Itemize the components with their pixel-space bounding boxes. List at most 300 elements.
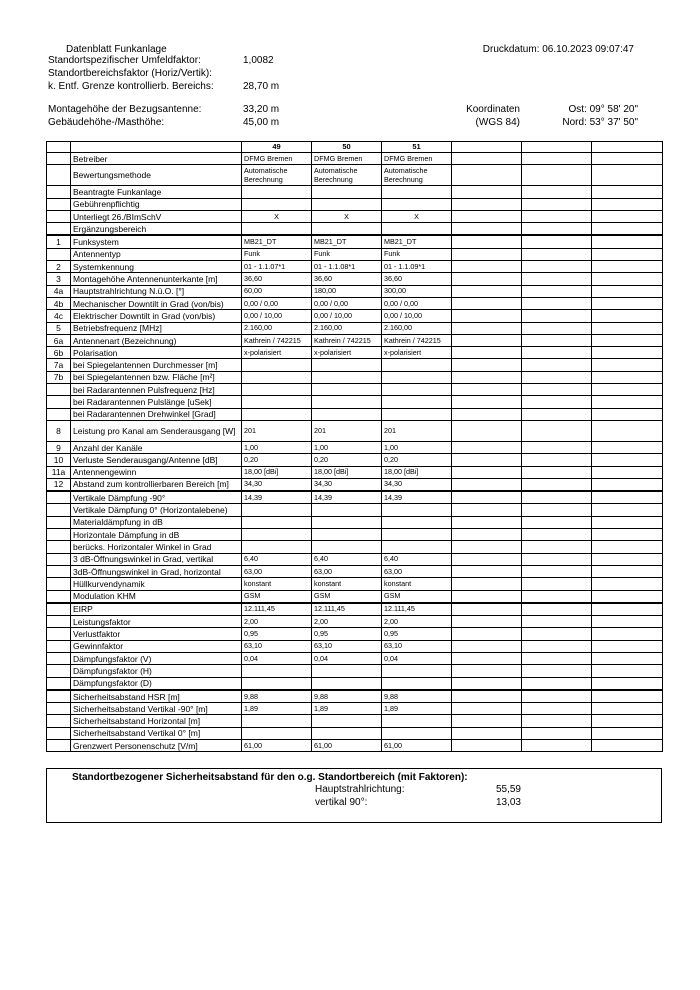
empty-cell xyxy=(592,285,663,297)
row-label: Funksystem xyxy=(71,235,242,248)
row-value: 0,04 xyxy=(242,652,312,664)
table-row xyxy=(47,740,663,752)
row-value: 0,00 / 0,00 xyxy=(242,297,312,309)
empty-cell xyxy=(522,665,592,677)
coords-east: Ost: 09° 58' 20" xyxy=(568,104,638,115)
row-value: 2,00 xyxy=(382,616,452,628)
empty-cell xyxy=(592,578,663,590)
table-row xyxy=(47,384,663,396)
row-value xyxy=(312,223,382,236)
row-number xyxy=(47,165,71,186)
empty-cell xyxy=(522,153,592,165)
empty-cell xyxy=(522,640,592,652)
empty-cell xyxy=(522,516,592,528)
column-header: 51 xyxy=(382,142,452,153)
empty-cell xyxy=(522,285,592,297)
row-value xyxy=(242,665,312,677)
row-number: 9 xyxy=(47,441,71,453)
table-row xyxy=(47,603,663,616)
table-row xyxy=(47,441,663,453)
column-header xyxy=(452,142,522,153)
row-number xyxy=(47,504,71,516)
row-number xyxy=(47,198,71,210)
empty-cell xyxy=(522,727,592,739)
row-value xyxy=(242,359,312,371)
row-value xyxy=(382,541,452,553)
empty-cell xyxy=(452,715,522,727)
empty-cell xyxy=(522,529,592,541)
coords-label: Koordinaten xyxy=(466,104,520,115)
row-label: Gebührenpflichtig xyxy=(71,198,242,210)
grenze-label: k. Entf. Grenze kontrollierb. Bereichs: xyxy=(48,81,214,92)
row-value xyxy=(382,408,452,420)
row-label: Beantragte Funkanlage xyxy=(71,186,242,198)
table-row xyxy=(47,529,663,541)
table-row xyxy=(47,261,663,273)
empty-cell xyxy=(452,565,522,577)
row-value xyxy=(382,504,452,516)
row-number xyxy=(47,408,71,420)
row-value: 0,95 xyxy=(312,628,382,640)
empty-cell xyxy=(522,420,592,441)
row-value: Funk xyxy=(312,248,382,260)
row-value xyxy=(312,198,382,210)
table-row xyxy=(47,310,663,322)
umfeldfaktor-value: 1,0082 xyxy=(243,55,274,66)
row-number xyxy=(47,578,71,590)
row-value: 2,00 xyxy=(242,616,312,628)
empty-cell xyxy=(452,727,522,739)
row-value: 0,04 xyxy=(382,652,452,664)
row-label: 3 dB-Öffnungswinkel in Grad, vertikal xyxy=(71,553,242,565)
empty-cell xyxy=(592,223,663,236)
antenna-data-table xyxy=(46,141,663,752)
empty-cell xyxy=(452,516,522,528)
empty-cell xyxy=(592,198,663,210)
empty-cell xyxy=(452,590,522,603)
row-label: Sicherheitsabstand Vertikal -90° [m] xyxy=(71,703,242,715)
table-row xyxy=(47,285,663,297)
row-value: 34,30 xyxy=(382,478,452,491)
row-number: 4a xyxy=(47,285,71,297)
table-row xyxy=(47,590,663,603)
row-value: 63,00 xyxy=(242,565,312,577)
row-value xyxy=(242,516,312,528)
row-label: Vertikale Dämpfung -90° xyxy=(71,491,242,504)
column-header xyxy=(522,142,592,153)
header-label-cell xyxy=(71,142,242,153)
row-value: 61,00 xyxy=(382,740,452,752)
row-value xyxy=(382,396,452,408)
row-value xyxy=(312,727,382,739)
empty-cell xyxy=(452,273,522,285)
empty-cell xyxy=(452,652,522,664)
row-value: 63,10 xyxy=(312,640,382,652)
row-label: Sicherheitsabstand Vertikal 0° [m] xyxy=(71,727,242,739)
row-value: 0,00 / 10,00 xyxy=(382,310,452,322)
empty-cell xyxy=(452,248,522,260)
empty-cell xyxy=(522,297,592,309)
empty-cell xyxy=(522,198,592,210)
row-label: Modulation KHM xyxy=(71,590,242,603)
empty-cell xyxy=(592,454,663,466)
empty-cell xyxy=(592,565,663,577)
row-number: 12 xyxy=(47,478,71,491)
empty-cell xyxy=(592,590,663,603)
table-row xyxy=(47,371,663,383)
montagehoehe-value: 33,20 m xyxy=(243,104,280,115)
table-row xyxy=(47,478,663,491)
row-value xyxy=(242,541,312,553)
row-value: 0,04 xyxy=(312,652,382,664)
empty-cell xyxy=(522,273,592,285)
empty-cell xyxy=(452,261,522,273)
empty-cell xyxy=(522,478,592,491)
table-row xyxy=(47,677,663,690)
empty-cell xyxy=(452,285,522,297)
row-label: Verlustfaktor xyxy=(71,628,242,640)
header-num-cell xyxy=(47,142,71,153)
empty-cell xyxy=(452,186,522,198)
row-value: 12.111,45 xyxy=(312,603,382,616)
empty-cell xyxy=(452,740,522,752)
empty-cell xyxy=(592,153,663,165)
table-row xyxy=(47,347,663,359)
empty-cell xyxy=(592,640,663,652)
empty-cell xyxy=(522,371,592,383)
empty-cell xyxy=(592,466,663,478)
summary-vert-label: vertikal 90°: xyxy=(315,797,368,808)
empty-cell xyxy=(452,616,522,628)
row-number: 5 xyxy=(47,322,71,334)
empty-cell xyxy=(452,454,522,466)
row-value: 201 xyxy=(312,420,382,441)
empty-cell xyxy=(592,420,663,441)
empty-cell xyxy=(452,703,522,715)
table-row xyxy=(47,640,663,652)
row-value xyxy=(242,715,312,727)
row-value: 12.111,45 xyxy=(382,603,452,616)
column-header xyxy=(592,142,663,153)
row-label: Vertikale Dämpfung 0° (Horizontalebene) xyxy=(71,504,242,516)
summary-box xyxy=(46,768,662,823)
row-value: 63,10 xyxy=(242,640,312,652)
row-value: 300,00 xyxy=(382,285,452,297)
empty-cell xyxy=(592,359,663,371)
row-value: DFMG Bremen xyxy=(382,153,452,165)
row-number: 4b xyxy=(47,297,71,309)
row-value xyxy=(382,359,452,371)
row-value: Automatische Berechnung xyxy=(312,165,382,186)
empty-cell xyxy=(522,261,592,273)
row-number: 3 xyxy=(47,273,71,285)
row-value xyxy=(382,715,452,727)
row-value xyxy=(312,529,382,541)
row-label: Leistung pro Kanal am Senderausgang [W] xyxy=(71,420,242,441)
row-value: Kathrein / 742215 xyxy=(242,334,312,346)
row-value xyxy=(382,371,452,383)
row-value: 0,20 xyxy=(242,454,312,466)
row-value xyxy=(242,371,312,383)
table-row xyxy=(47,273,663,285)
table-row xyxy=(47,565,663,577)
row-number xyxy=(47,740,71,752)
row-value: 34,30 xyxy=(312,478,382,491)
empty-cell xyxy=(452,504,522,516)
row-value: 61,00 xyxy=(312,740,382,752)
row-label: Dämpfungsfaktor (H) xyxy=(71,665,242,677)
row-label: bei Spiegelantennen bzw. Fläche [m²] xyxy=(71,371,242,383)
table-row xyxy=(47,665,663,677)
empty-cell xyxy=(592,628,663,640)
row-number: 4c xyxy=(47,310,71,322)
empty-cell xyxy=(522,334,592,346)
empty-cell xyxy=(522,590,592,603)
row-number: 6a xyxy=(47,334,71,346)
empty-cell xyxy=(452,235,522,248)
empty-cell xyxy=(522,616,592,628)
row-value: 9,88 xyxy=(382,690,452,703)
row-value: 2,00 xyxy=(312,616,382,628)
empty-cell xyxy=(452,359,522,371)
row-value xyxy=(382,384,452,396)
empty-cell xyxy=(522,541,592,553)
empty-cell xyxy=(592,186,663,198)
empty-cell xyxy=(452,223,522,236)
summary-main-value: 55,59 xyxy=(495,784,521,795)
table-row xyxy=(47,491,663,504)
empty-cell xyxy=(452,165,522,186)
row-value xyxy=(312,396,382,408)
table-row xyxy=(47,322,663,334)
summary-main-label: Hauptstrahlrichtung: xyxy=(315,784,405,795)
row-label: bei Radarantennen Drehwinkel [Grad] xyxy=(71,408,242,420)
row-value xyxy=(382,529,452,541)
row-label: berücks. Horizontaler Winkel in Grad xyxy=(71,541,242,553)
row-value: 0,00 / 10,00 xyxy=(312,310,382,322)
row-label: Antennentyp xyxy=(71,248,242,260)
empty-cell xyxy=(522,347,592,359)
row-value: 1,00 xyxy=(242,441,312,453)
row-label: Unterliegt 26./BImSchV xyxy=(71,210,242,222)
row-value xyxy=(382,516,452,528)
empty-cell xyxy=(592,504,663,516)
empty-cell xyxy=(592,541,663,553)
row-value xyxy=(242,396,312,408)
row-value xyxy=(312,504,382,516)
row-value: 2.160,00 xyxy=(242,322,312,334)
empty-cell xyxy=(522,565,592,577)
row-value xyxy=(312,715,382,727)
empty-cell xyxy=(592,715,663,727)
empty-cell xyxy=(522,703,592,715)
empty-cell xyxy=(522,248,592,260)
empty-cell xyxy=(592,396,663,408)
row-number: 11a xyxy=(47,466,71,478)
table-row xyxy=(47,408,663,420)
empty-cell xyxy=(452,198,522,210)
row-value: X xyxy=(312,210,382,222)
row-label: Dämpfungsfaktor (D) xyxy=(71,677,242,690)
row-number xyxy=(47,565,71,577)
empty-cell xyxy=(522,235,592,248)
row-number: 10 xyxy=(47,454,71,466)
page-title: Datenblatt Funkanlage xyxy=(66,44,167,55)
row-label: Bewertungsmethode xyxy=(71,165,242,186)
row-value xyxy=(312,516,382,528)
empty-cell xyxy=(452,384,522,396)
empty-cell xyxy=(522,384,592,396)
row-number xyxy=(47,491,71,504)
table-row xyxy=(47,186,663,198)
row-number xyxy=(47,516,71,528)
umfeldfaktor-label: Standortspezifischer Umfeldfaktor: xyxy=(48,55,201,66)
empty-cell xyxy=(452,420,522,441)
column-header: 49 xyxy=(242,142,312,153)
row-label: Systemkennung xyxy=(71,261,242,273)
row-label: Montagehöhe Antennenunterkante [m] xyxy=(71,273,242,285)
empty-cell xyxy=(522,652,592,664)
empty-cell xyxy=(452,541,522,553)
empty-cell xyxy=(592,384,663,396)
empty-cell xyxy=(522,466,592,478)
empty-cell xyxy=(452,529,522,541)
empty-cell xyxy=(452,322,522,334)
table-row xyxy=(47,248,663,260)
summary-vert-value: 13,03 xyxy=(495,797,521,808)
empty-cell xyxy=(592,261,663,273)
empty-cell xyxy=(522,628,592,640)
row-label: Betriebsfrequenz [MHz] xyxy=(71,322,242,334)
row-value: 61,00 xyxy=(242,740,312,752)
row-value: MB21_DT xyxy=(242,235,312,248)
row-number xyxy=(47,529,71,541)
empty-cell xyxy=(452,441,522,453)
row-value: 63,00 xyxy=(382,565,452,577)
empty-cell xyxy=(592,553,663,565)
empty-cell xyxy=(452,334,522,346)
row-value: 63,00 xyxy=(312,565,382,577)
empty-cell xyxy=(522,491,592,504)
empty-cell xyxy=(592,603,663,616)
row-value: 01 - 1.1.07*1 xyxy=(242,261,312,273)
table-row xyxy=(47,297,663,309)
table-row xyxy=(47,516,663,528)
table-row xyxy=(47,396,663,408)
row-number: 6b xyxy=(47,347,71,359)
empty-cell xyxy=(452,371,522,383)
row-value: 1,89 xyxy=(382,703,452,715)
table-row xyxy=(47,198,663,210)
montagehoehe-label: Montagehöhe der Bezugsantenne: xyxy=(48,104,202,115)
empty-cell xyxy=(592,727,663,739)
empty-cell xyxy=(522,322,592,334)
row-value: 18,00 [dBi] xyxy=(312,466,382,478)
empty-cell xyxy=(522,553,592,565)
row-value: 2.160,00 xyxy=(312,322,382,334)
row-number xyxy=(47,665,71,677)
empty-cell xyxy=(522,690,592,703)
empty-cell xyxy=(592,516,663,528)
row-label: Dämpfungsfaktor (V) xyxy=(71,652,242,664)
table-row xyxy=(47,703,663,715)
row-number xyxy=(47,590,71,603)
row-value: 0,95 xyxy=(382,628,452,640)
empty-cell xyxy=(592,235,663,248)
row-value: Kathrein / 742215 xyxy=(312,334,382,346)
grenze-value: 28,70 m xyxy=(243,81,280,92)
table-row xyxy=(47,628,663,640)
empty-cell xyxy=(592,273,663,285)
row-value: 01 - 1.1.09*1 xyxy=(382,261,452,273)
row-number xyxy=(47,703,71,715)
row-number xyxy=(47,616,71,628)
row-label: Horizontale Dämpfung in dB xyxy=(71,529,242,541)
row-label: bei Spiegelantennen Durchmesser [m] xyxy=(71,359,242,371)
row-label: Verluste Senderausgang/Antenne [dB] xyxy=(71,454,242,466)
table-row xyxy=(47,690,663,703)
table-row xyxy=(47,578,663,590)
empty-cell xyxy=(452,210,522,222)
row-value xyxy=(382,198,452,210)
table-row xyxy=(47,504,663,516)
row-value: 0,20 xyxy=(382,454,452,466)
row-value xyxy=(242,727,312,739)
empty-cell xyxy=(452,578,522,590)
empty-cell xyxy=(592,665,663,677)
empty-cell xyxy=(592,478,663,491)
empty-cell xyxy=(592,347,663,359)
row-label: Betreiber xyxy=(71,153,242,165)
empty-cell xyxy=(522,715,592,727)
empty-cell xyxy=(452,640,522,652)
row-value: 01 - 1.1.08*1 xyxy=(312,261,382,273)
empty-cell xyxy=(522,454,592,466)
row-label: bei Radarantennen Pulsfrequenz [Hz] xyxy=(71,384,242,396)
row-label: Grenzwert Personenschutz [V/m] xyxy=(71,740,242,752)
row-value xyxy=(242,529,312,541)
row-value: 0,20 xyxy=(312,454,382,466)
row-value: MB21_DT xyxy=(382,235,452,248)
row-label: Mechanischer Downtilt in Grad (von/bis) xyxy=(71,297,242,309)
row-number xyxy=(47,690,71,703)
empty-cell xyxy=(592,690,663,703)
row-value: Funk xyxy=(382,248,452,260)
row-value xyxy=(242,677,312,690)
empty-cell xyxy=(522,310,592,322)
row-value xyxy=(312,371,382,383)
row-value: 12.111,45 xyxy=(242,603,312,616)
row-value: 34,30 xyxy=(242,478,312,491)
row-number: 1 xyxy=(47,235,71,248)
row-label: EIRP xyxy=(71,603,242,616)
row-label: Sicherheitsabstand HSR [m] xyxy=(71,690,242,703)
row-value: 6,40 xyxy=(242,553,312,565)
table-row xyxy=(47,153,663,165)
row-value: 2.160,00 xyxy=(382,322,452,334)
row-value: 201 xyxy=(382,420,452,441)
row-value xyxy=(382,186,452,198)
table-row xyxy=(47,715,663,727)
row-label: Materialdämpfung in dB xyxy=(71,516,242,528)
row-number: 7b xyxy=(47,371,71,383)
empty-cell xyxy=(522,210,592,222)
summary-title: Standortbezogener Sicherheitsabstand für den o.g. Standortbereich (mit Faktoren): xyxy=(72,772,468,783)
row-number xyxy=(47,186,71,198)
row-value xyxy=(382,223,452,236)
row-value: 0,95 xyxy=(242,628,312,640)
row-label: 3dB-Öffnungswinkel in Grad, horizontal xyxy=(71,565,242,577)
